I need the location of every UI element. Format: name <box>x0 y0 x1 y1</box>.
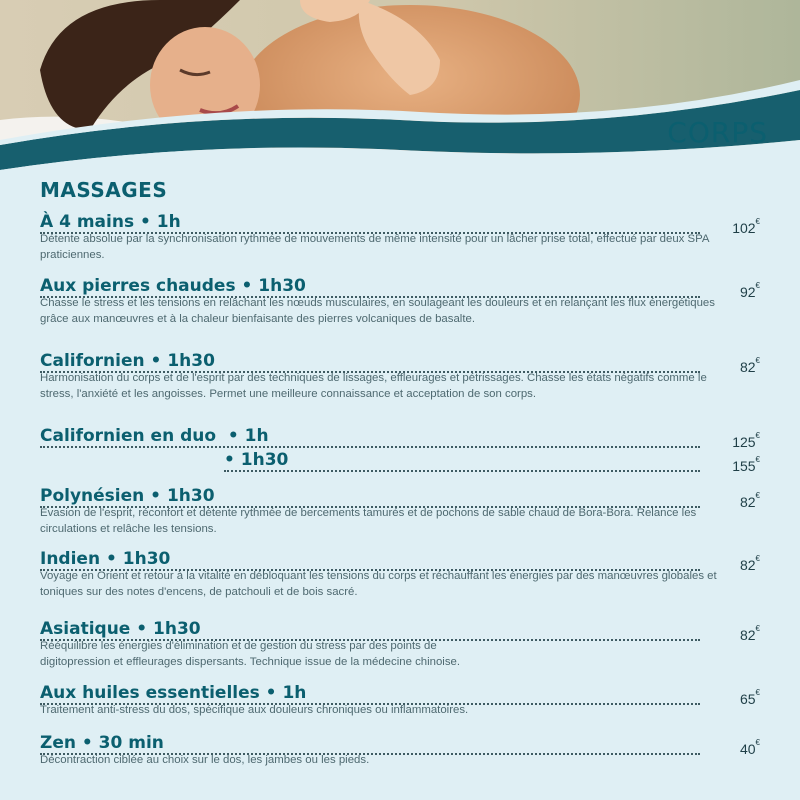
item-description: Rééquilibre les énergies d'élimination et de gestion du stress par des points de digitopression et effleurages dispersants. Technique issue de la médecine chinoise. <box>40 640 461 668</box>
menu-item <box>40 619 760 670</box>
item-title: Aux pierres chaudes • 1h30 <box>40 276 310 296</box>
item-title: Polynésien • 1h30 <box>40 486 219 506</box>
item-price: 40€ <box>739 738 760 757</box>
menu-item <box>40 549 760 600</box>
menu-item <box>40 733 760 769</box>
dot-leader <box>224 456 700 472</box>
item-duration: • 1h30 <box>224 450 292 470</box>
item-description: Chasse le stress et les tensions en relâchant les nœuds musculaires, en soulageant les douleurs et en relançant les flux énergétiques grâce aux manœuvres et à la chaleur bienfaisante des pierres volcaniques de basalte. <box>40 297 715 325</box>
item-description: Traitement anti-stress du dos, spécifique aux douleurs chroniques ou inflammatoires. <box>40 704 469 716</box>
menu-item <box>40 683 760 719</box>
item-description: Décontraction ciblée au choix sur le dos, les jambes ou les pieds. <box>40 754 370 766</box>
item-description: Détente absolue par la synchronisation rythmée de mouvements de même intensité pour un lâcher prise total, effectué par deux SPA praticiennes. <box>40 233 709 261</box>
item-price: 82€ <box>739 491 760 510</box>
item-title: Californien • 1h30 <box>40 351 219 371</box>
item-title: Indien • 1h30 <box>40 549 174 569</box>
item-price: 65€ <box>739 688 760 707</box>
item-price: 155€ <box>732 455 760 474</box>
item-price: 92€ <box>739 281 760 300</box>
item-price: 102€ <box>732 217 760 236</box>
item-description: Évasion de l'esprit, réconfort et détente rythmée de bercements tamurés et de pochons de sable chaud de Bora-Bora. Relance les circulations et relâche les tensions. <box>40 507 697 535</box>
menu-item <box>40 276 760 327</box>
page-title: CORPS <box>667 116 768 149</box>
item-title: Zen • 30 min <box>40 733 168 753</box>
item-price: 82€ <box>739 624 760 643</box>
hero-photo <box>0 0 800 180</box>
item-price: 82€ <box>739 554 760 573</box>
item-price: 82€ <box>739 356 760 375</box>
menu-item <box>40 212 760 263</box>
menu-item <box>40 486 760 537</box>
item-title: Californien en duo • 1h <box>40 426 273 446</box>
item-price: 125€ <box>732 431 760 450</box>
item-description: Harmonisation du corps et de l'esprit par des techniques de lissages, effleurages et pétrissages. Chasse les états négatifs comme le stress, l'anxiété et les angoisses. Permet une meilleure connaissance et acceptation de son corps. <box>40 372 707 400</box>
item-description: Voyage en Orient et retour à la vitalité en débloquant les tensions du corps et réchauffant les énergies par des manœuvres globales et toniques sur des notes d'encens, de patchouli et de bois sacré. <box>40 570 717 598</box>
menu-item-duo <box>40 426 760 474</box>
section-title: MASSAGES <box>40 178 168 202</box>
item-title: À 4 mains • 1h <box>40 212 185 232</box>
item-title: Asiatique • 1h30 <box>40 619 205 639</box>
menu-item <box>40 351 760 402</box>
item-title: Aux huiles essentielles • 1h <box>40 683 310 703</box>
